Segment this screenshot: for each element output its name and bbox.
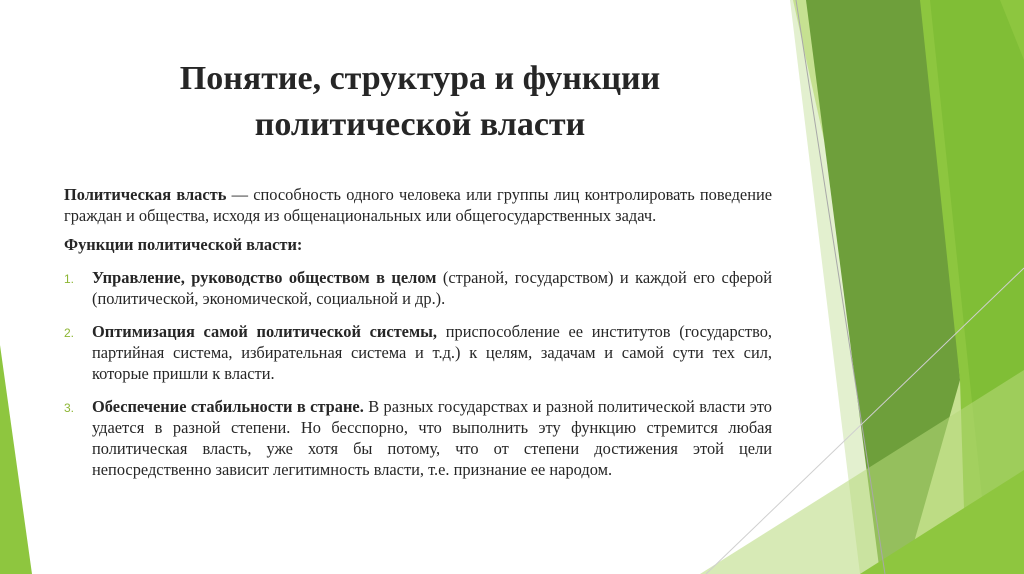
function-text: (страной, государством) и каждой его сферой (политической, экономической, социальной и др.). xyxy=(92,268,772,308)
definition-text: — способность одного человека или группы лиц контролировать поведение граждан и общества, исходя из общенациональных или общегосударственных задач. xyxy=(64,185,773,225)
function-item-3 xyxy=(64,396,772,480)
list-number: 1. xyxy=(64,272,75,286)
list-number: 2. xyxy=(64,326,75,340)
function-title: Обеспечение стабильности в стране. xyxy=(92,397,364,416)
slide-title xyxy=(100,56,740,148)
definition-paragraph xyxy=(64,184,772,226)
function-text: приспособление ее институтов (государство, партийная система, избирательная система и т.д.) к целям, задачам и самой сути тех сил, которые пришли к власти. xyxy=(92,322,772,383)
slide-content xyxy=(64,184,772,492)
function-title: Управление, руководство обществом в целом xyxy=(92,268,437,287)
function-item-2 xyxy=(64,321,772,384)
function-item-1 xyxy=(64,267,772,309)
title-line-1: Понятие, структура и функции xyxy=(179,60,661,97)
left-green-shape xyxy=(0,345,32,574)
title-line-2: политической власти xyxy=(254,106,586,143)
functions-list xyxy=(64,267,772,480)
functions-heading: Функции политической власти: xyxy=(64,235,303,254)
function-title: Оптимизация самой политической системы, xyxy=(92,322,438,341)
function-text: В разных государствах и разной политической власти это удается в разной степени. Но бесспорно, что выполнить эту функцию стремится любая политическая власть, уже хотя бы потому, что от степени достижения этой цели непосредственно зависит легитимность власти, т.е. признание ее народом. xyxy=(92,397,772,479)
definition-term: Политическая власть xyxy=(64,185,227,204)
list-number: 3. xyxy=(64,401,75,415)
